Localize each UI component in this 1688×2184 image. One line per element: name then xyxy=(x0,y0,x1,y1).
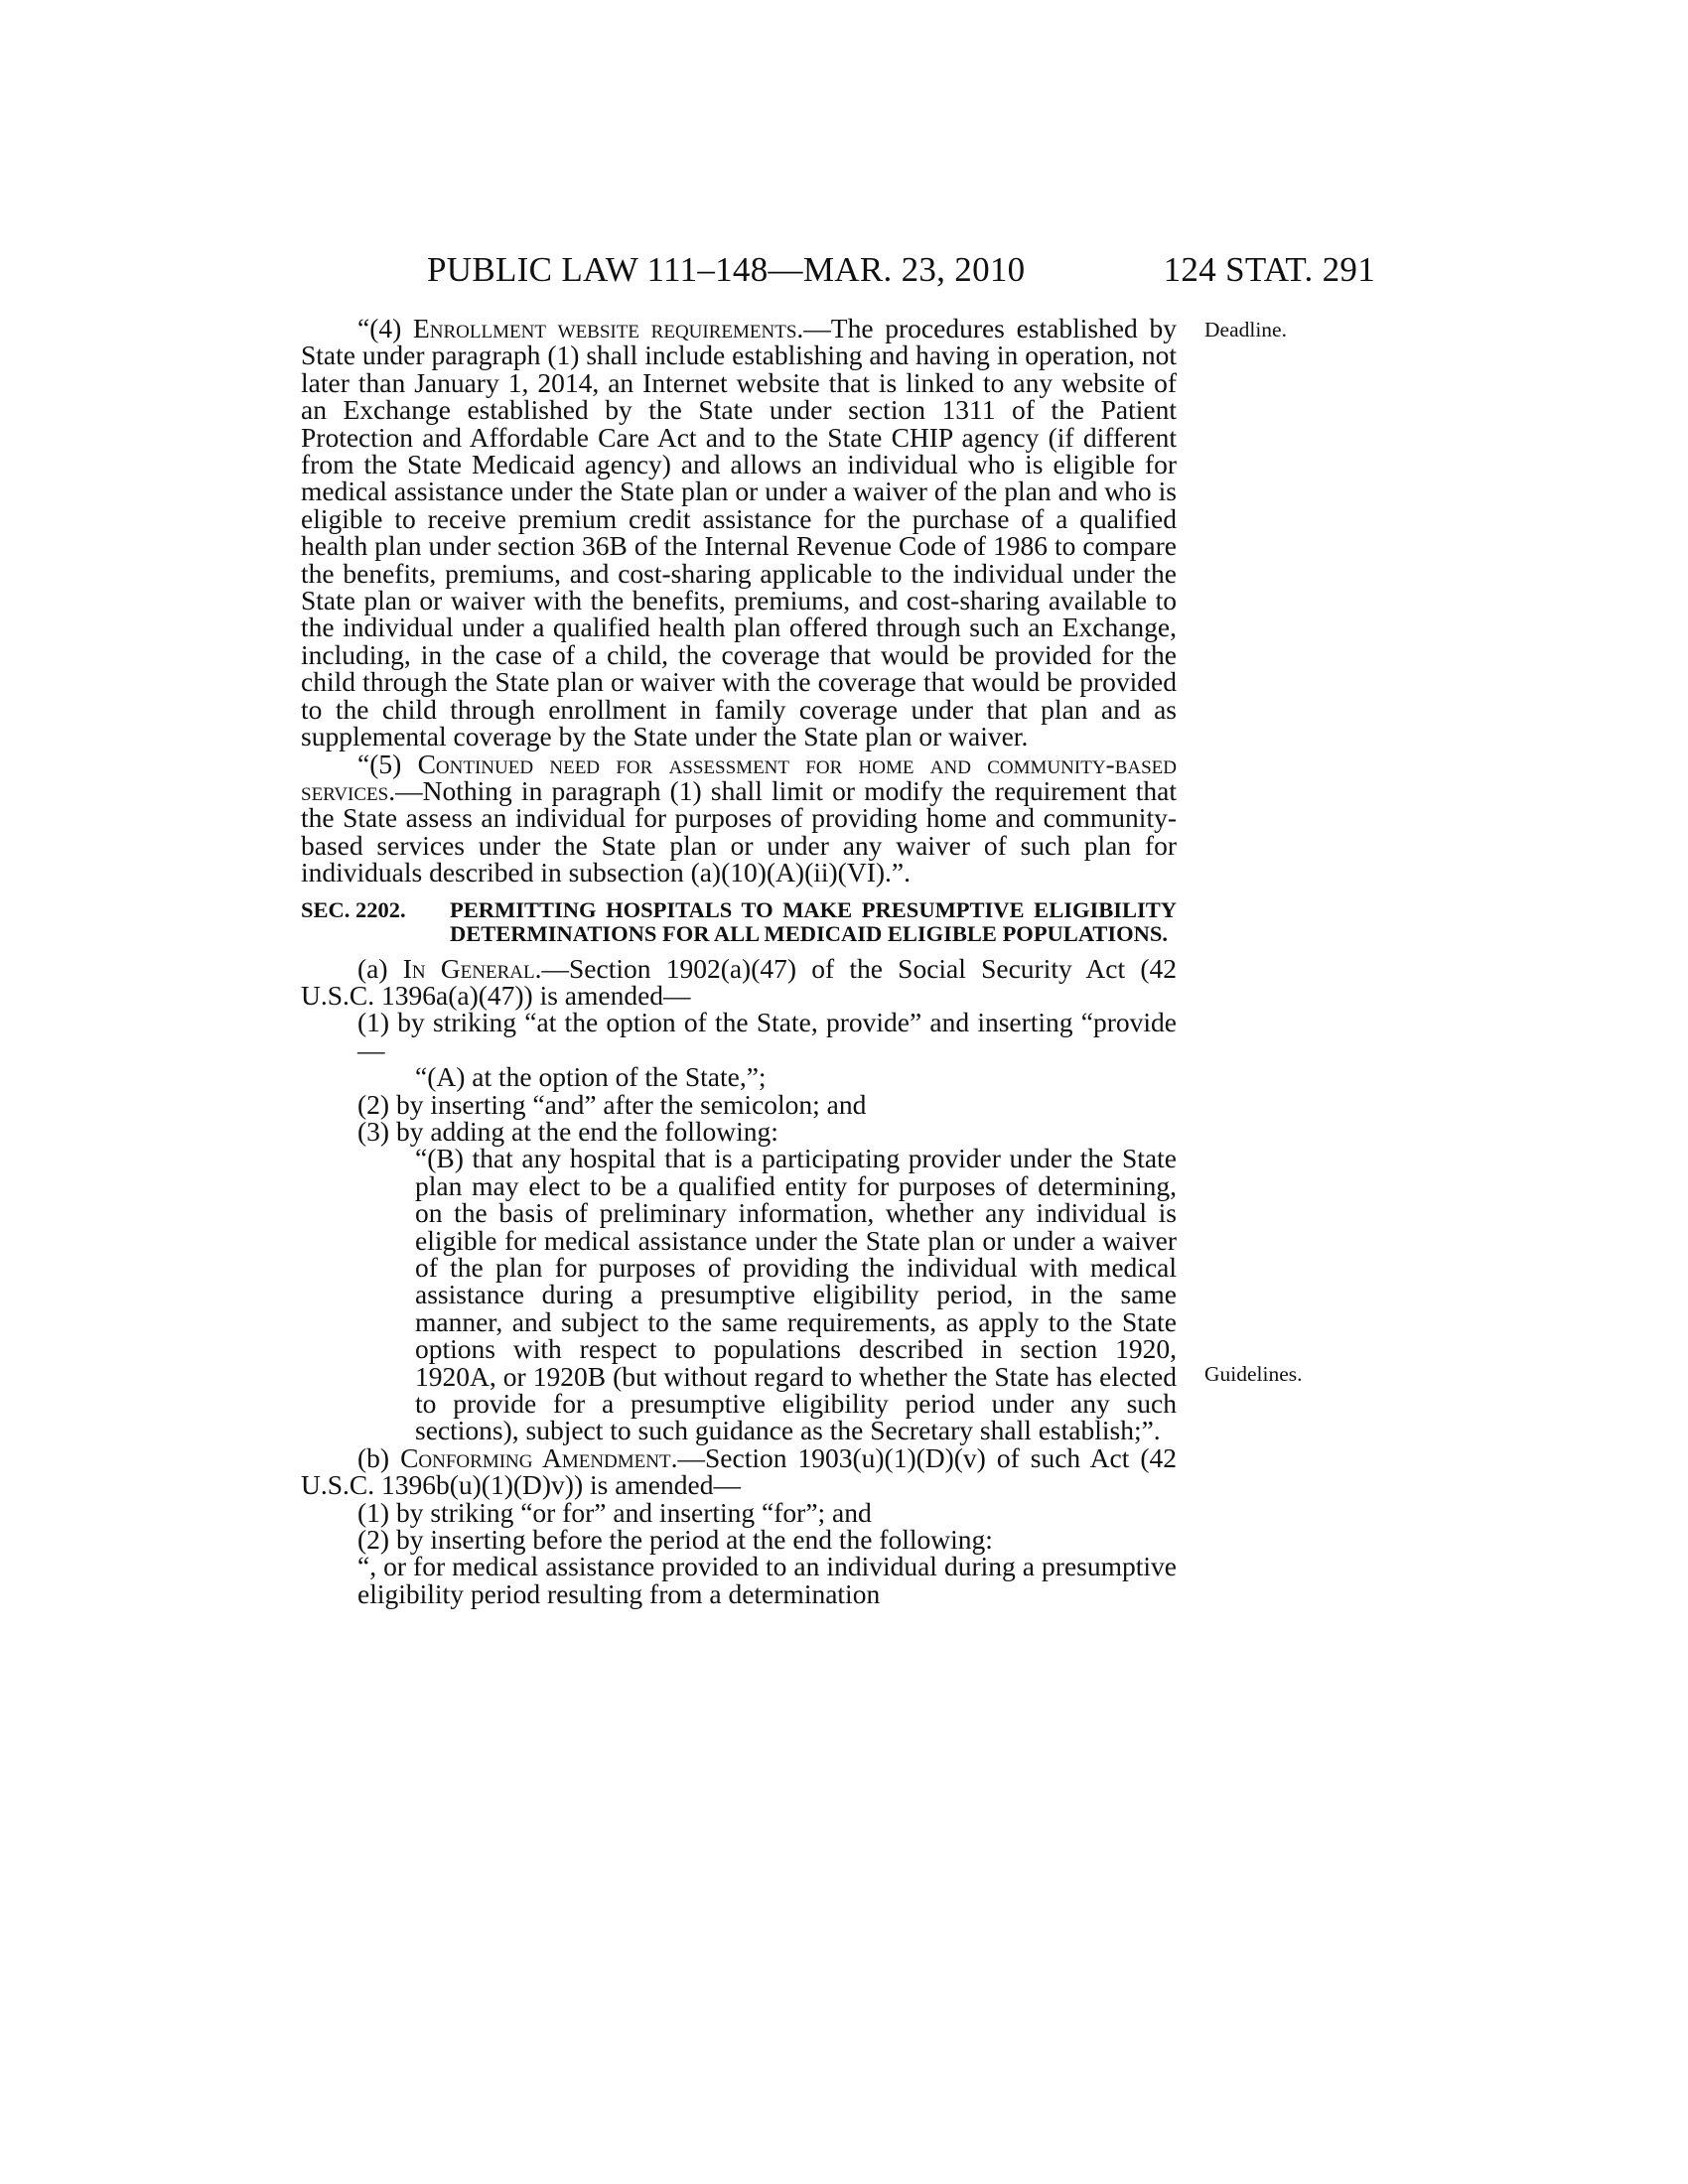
subsection-b-item-2: (2) by inserting before the period at the end the following: xyxy=(357,1524,993,1556)
section-heading xyxy=(301,898,1177,947)
section-title: PERMITTING HOSPITALS TO MAKE PRESUMPTIVE ELIGIBILITY DETERMINATIONS FOR ALL MEDICAID ELIGIBLE POPULATIONS. xyxy=(450,896,1177,947)
paragraph-5: “(5) Continued need for assessment for home and community-based services.—Nothing in paragraph (1) shall limit or modify the requirement that the State assess an individual for purposes of providing home and community-based services under the State plan or under any waiver of such plan for individuals described in subsection (a)(10)(A)(ii)(VI).”. xyxy=(301,748,1177,888)
subsection-a-item-1: (1) by striking “at the option of the State, provide” and inserting “provide— xyxy=(357,1007,1177,1065)
margin-note-guidelines: Guidelines. xyxy=(1204,1362,1303,1386)
subsection-a-item-2: (2) by inserting “and” after the semicolon; and xyxy=(357,1088,867,1120)
subsection-b-heading: Conforming Amendment. xyxy=(400,1441,678,1473)
paragraph-5-heading: Continued need for assessment for home and community-based services. xyxy=(301,748,1177,806)
subsection-b: (b) Conforming Amendment.—Section 1903(u)(1)(D)(v) of such Act (42 U.S.C. 1396b(u)(1)(D)v)) is amended— xyxy=(301,1441,1177,1501)
page-header xyxy=(427,250,1375,294)
subsection-a-item-1a: “(A) at the option of the State,”; xyxy=(415,1061,767,1093)
subsection-b-item-1: (1) by striking “or for” and inserting “for”; and xyxy=(357,1496,872,1528)
subsection-a-heading: In General. xyxy=(402,952,542,984)
subsection-a-item-3b: “(B) that any hospital that is a participating provider under the State plan may elect to be a qualified entity for purposes of determining, on the basis of preliminary information, whether any individual is eligible for medical assistance under the State plan or under a waiver of the plan for purposes of providing the individual with medical assistance during a presumptive eligibility period, in the same manner, and subject to the same requirements, as apply to the State options with respect to populations described in section 1920, 1920A, or 1920B (but without regard to whether the State has elected to provide for a presumptive eligibility period under any such sections), subject to such guidance as the Secretary shall establish;”. xyxy=(415,1143,1177,1446)
margin-note-deadline: Deadline. xyxy=(1204,318,1287,341)
running-head: PUBLIC LAW 111–148—MAR. 23, 2010 xyxy=(427,250,1026,289)
paragraph-4-heading: Enrollment website requirements. xyxy=(412,313,804,343)
subsection-a-item-3: (3) by adding at the end the following: xyxy=(357,1115,778,1147)
paragraph-4: “(4) Enrollment website requirements.—The procedures established by State under paragraph (1) shall include establishing and having in operation, not later than January 1, 2014, an Internet website that is linked to any website of an Exchange established by the State under section 1311 of the Patient Protection and Affordable Care Act and to the State CHIP agency (if different from the State Medicaid agency) and allows an individual who is eligible for medical assistance under the State plan or under a waiver of the plan and who is eligible to receive premium credit assistance for the purchase of a qualified health plan under section 36B of the Internal Revenue Code of 1986 to compare the benefits, premiums, and cost-sharing applicable to the individual under the State plan or waiver with the benefits, premiums, and cost-sharing available to the individual under a qualified health plan offered through such an Exchange, including, in the case of a child, the coverage that would be provided for the child through the State plan or waiver with the coverage that would be provided to the child through enrollment in family coverage under that plan and as supplemental coverage by the State under the State plan or waiver. xyxy=(301,313,1177,752)
subsection-b-quote: “, or for medical assistance provided to an individual during a presumptive eligibility period resulting from a determination xyxy=(357,1551,1177,1609)
subsection-a: (a) In General.—Section 1902(a)(47) of the Social Security Act (42 U.S.C. 1396a(a)(47)) is amended— xyxy=(301,952,1178,1011)
page-citation: 124 STAT. 291 xyxy=(1163,250,1375,289)
section-number: SEC. 2202. xyxy=(301,896,406,922)
document-body xyxy=(301,315,1177,1607)
